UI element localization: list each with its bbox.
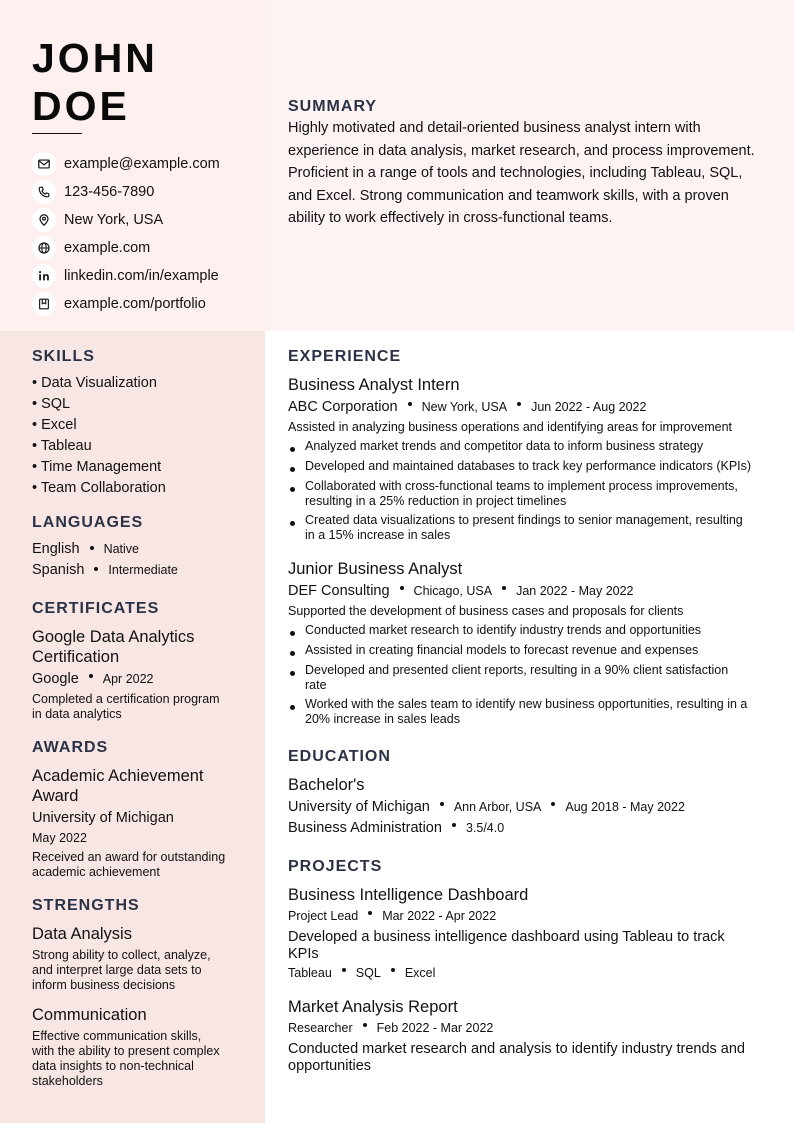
skills-list: [32, 373, 166, 499]
award-issuer: University of Michigan: [32, 810, 174, 826]
bullet-line: Developed and presented client reports, resulting in a 90% client satisfaction: [305, 663, 729, 677]
bullet-line: Worked with the sales team to identify new business opportunities, resulting in a: [305, 697, 748, 711]
project-description: [288, 1041, 745, 1075]
job-location: New York, USA: [421, 400, 508, 414]
education-dates: Aug 2018 - May 2022: [565, 800, 685, 814]
project-dates: Feb 2022 - Mar 2022: [376, 1021, 494, 1035]
email-icon: [32, 152, 56, 176]
experience-heading: EXPERIENCE: [288, 348, 402, 365]
candidate-name: [32, 34, 158, 130]
separator-dot: [391, 968, 395, 972]
strength-desc-line: with the ability to present complex: [32, 1044, 220, 1058]
language-level: Native: [103, 542, 139, 556]
contact-linkedin[interactable]: [32, 262, 220, 290]
language-name: Spanish: [32, 562, 85, 578]
certificate-date: Apr 2022: [102, 672, 154, 686]
first-name: JOHN: [32, 35, 158, 81]
project-desc-line: Developed a business intelligence dashboard using Tableau to track: [288, 929, 725, 945]
education-heading: EDUCATION: [288, 748, 391, 765]
contact-email-text: example@example.com: [64, 156, 220, 172]
strength-desc-line: stakeholders: [32, 1074, 103, 1088]
certificate-title: [32, 627, 194, 667]
job-title: Business Analyst Intern: [288, 376, 460, 394]
separator-dot: [502, 586, 506, 590]
award-date: May 2022: [32, 831, 87, 845]
separator-dot: [90, 546, 94, 550]
project-tools: [288, 966, 435, 980]
award-desc-line: Received an award for outstanding: [32, 850, 226, 864]
summary-heading: SUMMARY: [288, 98, 378, 115]
certificate-meta: [32, 671, 154, 687]
strengths-heading: STRENGTHS: [32, 897, 140, 914]
bullet-item: [288, 479, 768, 509]
education-degree: Bachelor's: [288, 776, 365, 794]
separator-dot: [408, 402, 412, 406]
separator-dot: [368, 911, 372, 915]
project-description: [288, 929, 725, 963]
separator-dot: [342, 968, 346, 972]
job-title: Junior Business Analyst: [288, 560, 463, 578]
project-tool: Tableau: [288, 966, 332, 980]
bullet-line: rate: [305, 678, 327, 692]
separator-dot: [363, 1023, 367, 1027]
language-item: [32, 541, 139, 557]
project-desc-line: opportunities: [288, 1058, 372, 1074]
skill-item: • SQL: [32, 396, 71, 412]
strength-desc-line: Strong ability to collect, analyze,: [32, 948, 211, 962]
award-title-line: Academic Achievement: [32, 767, 204, 785]
job-dates: Jan 2022 - May 2022: [516, 584, 634, 598]
separator-dot: [452, 823, 456, 827]
strength-title: Data Analysis: [32, 925, 132, 943]
skill-item: • Data Visualization: [32, 375, 157, 391]
bullet-item: [288, 643, 768, 658]
phone-icon: [32, 180, 56, 204]
linkedin-icon: [32, 264, 56, 288]
contact-website-text: example.com: [64, 240, 151, 256]
strength-description: [32, 1029, 220, 1089]
contact-location: [32, 206, 220, 234]
award-description: [32, 850, 225, 880]
name-divider: [32, 133, 82, 134]
bullet-line: Conducted market research to identify industry trends and opportunities: [305, 623, 702, 637]
language-name: English: [32, 541, 80, 557]
languages-heading: LANGUAGES: [32, 514, 144, 531]
contact-website[interactable]: [32, 234, 220, 262]
separator-dot: [517, 402, 521, 406]
award-title-line: Award: [32, 787, 79, 805]
education-field: Business Administration: [288, 820, 442, 836]
job-bullets: [288, 439, 768, 543]
contact-portfolio[interactable]: [32, 290, 220, 318]
certificate-desc-line: Completed a certification program: [32, 692, 220, 706]
separator-dot: [400, 586, 404, 590]
skills-heading: SKILLS: [32, 348, 95, 365]
job-meta: [288, 583, 634, 599]
job-company: DEF Consulting: [288, 583, 390, 599]
project-title: Business Intelligence Dashboard: [288, 886, 529, 904]
skill-item: • Tableau: [32, 438, 92, 454]
strength-title: Communication: [32, 1006, 147, 1024]
bullet-line: Collaborated with cross-functional teams to implement process improvements,: [305, 479, 738, 493]
contact-linkedin-text: linkedin.com/in/example: [64, 268, 219, 284]
job-company: ABC Corporation: [288, 399, 398, 415]
separator-dot: [551, 802, 555, 806]
bullet-item: [288, 663, 768, 693]
globe-icon: [32, 236, 56, 260]
strength-desc-line: and interpret large data sets to: [32, 963, 202, 977]
strength-description: [32, 948, 211, 993]
contact-list: [32, 150, 220, 318]
bullet-line: Developed and maintained databases to track key performance indicators (KPIs): [305, 459, 752, 473]
bullet-item: [288, 513, 768, 543]
project-role: Researcher: [288, 1021, 353, 1035]
bullet-line: Assisted in creating financial models to forecast revenue and expenses: [305, 643, 699, 657]
bullet-line: Analyzed market trends and competitor data to inform business strategy: [305, 439, 704, 453]
contact-phone-text: 123-456-7890: [64, 184, 155, 200]
education-school: University of Michigan: [288, 799, 430, 815]
job-bullets: [288, 623, 768, 727]
education-field-row: [288, 820, 504, 836]
award-title: [32, 766, 204, 806]
education-location: Ann Arbor, USA: [453, 800, 542, 814]
strength-desc-line: data insights to non-technical: [32, 1059, 194, 1073]
location-pin-icon: [32, 208, 56, 232]
language-level: Intermediate: [108, 563, 178, 577]
job-summary: Assisted in analyzing business operations and identifying areas for improvement: [288, 420, 732, 434]
project-desc-line: Conducted market research and analysis to identify industry trends and: [288, 1041, 745, 1057]
last-name: DOE: [32, 83, 130, 129]
certificate-issuer: Google: [32, 671, 79, 687]
education-meta: [288, 799, 685, 815]
project-role: Project Lead: [288, 909, 359, 923]
portfolio-icon: [32, 292, 56, 316]
language-item: [32, 562, 178, 578]
separator-dot: [440, 802, 444, 806]
bullet-item: [288, 697, 768, 727]
project-meta: [288, 909, 496, 923]
project-title: Market Analysis Report: [288, 998, 458, 1016]
skill-item: • Team Collaboration: [32, 480, 166, 496]
job-location: Chicago, USA: [413, 584, 493, 598]
award-desc-line: academic achievement: [32, 865, 160, 879]
certificate-title-line: Certification: [32, 648, 120, 666]
awards-heading: AWARDS: [32, 739, 109, 756]
education-gpa: 3.5/4.0: [465, 821, 505, 835]
contact-email[interactable]: [32, 150, 220, 178]
bullet-item: [288, 439, 768, 454]
bullet-line: 20% increase in sales leads: [305, 712, 460, 726]
skill-item: • Time Management: [32, 459, 162, 475]
contact-portfolio-text: example.com/portfolio: [64, 296, 206, 312]
summary-text: Highly motivated and detail-oriented business analyst intern with experience in data analysis, market research, and process improvement. Proficient in a range of tools and technologies, including Tableau, SQL, and Excel. Strong communication and teamwork skills, with a proven ability to work effectively in cross-functional teams.: [288, 120, 755, 227]
certificate-title-line: Google Data Analytics: [32, 628, 195, 646]
bullet-line: in a 15% increase in sales: [305, 528, 451, 542]
job-meta: [288, 399, 646, 415]
project-tool: Excel: [404, 966, 436, 980]
bullet-item: [288, 459, 768, 474]
certificate-description: [32, 692, 220, 722]
separator-dot: [89, 674, 93, 678]
project-meta: [288, 1021, 493, 1035]
project-tool: SQL: [355, 966, 381, 980]
certificates-heading: CERTIFICATES: [32, 600, 160, 617]
job-dates: Jun 2022 - Aug 2022: [531, 400, 647, 414]
strength-desc-line: Effective communication skills,: [32, 1029, 202, 1043]
job-summary: Supported the development of business cases and proposals for clients: [288, 604, 684, 618]
contact-location-text: New York, USA: [64, 212, 164, 228]
project-desc-line: KPIs: [288, 946, 319, 962]
project-dates: Mar 2022 - Apr 2022: [382, 909, 497, 923]
separator-dot: [94, 567, 98, 571]
projects-heading: PROJECTS: [288, 858, 383, 875]
certificate-desc-line: in data analytics: [32, 707, 122, 721]
bullet-line: resulting in a 25% reduction in project timelines: [305, 494, 567, 508]
skill-item: • Excel: [32, 417, 77, 433]
strength-desc-line: inform business decisions: [32, 978, 176, 992]
contact-phone[interactable]: [32, 178, 220, 206]
bullet-item: [288, 623, 768, 638]
bullet-line: Created data visualizations to present findings to senior management, resulting: [305, 513, 743, 527]
